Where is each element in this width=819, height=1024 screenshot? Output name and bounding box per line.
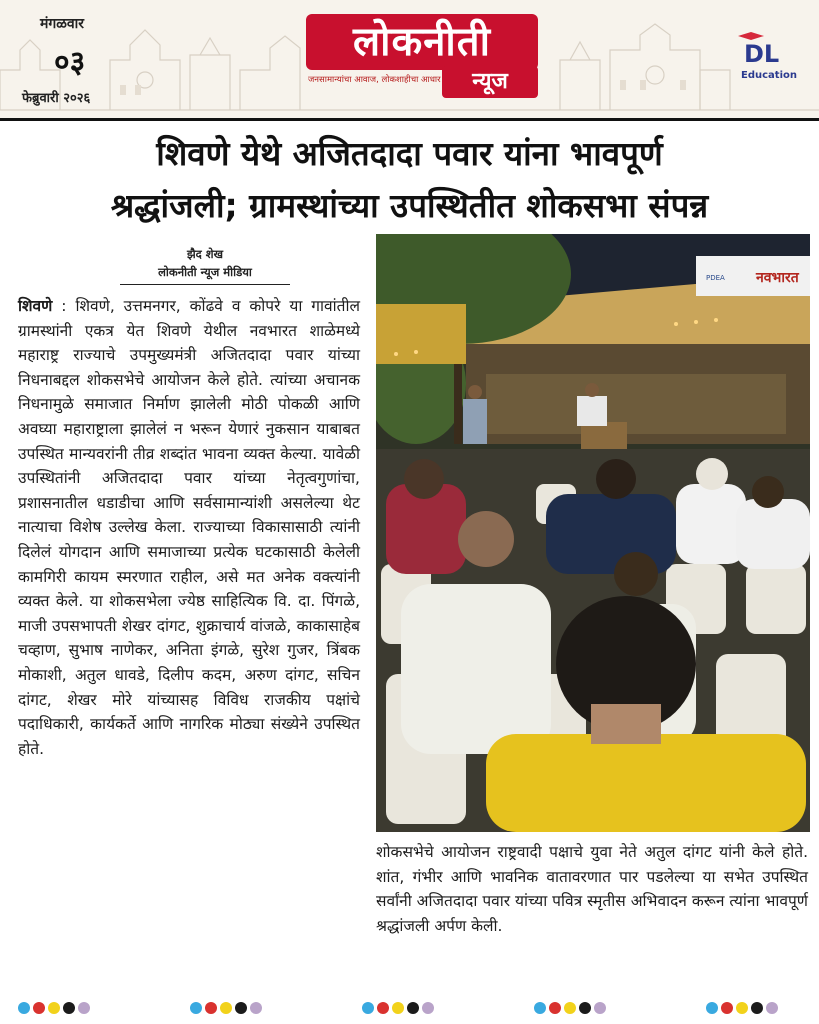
body-text-left: : शिवणे, उत्तमनगर, कोंढवे व कोपरे या गावांतील ग्रामस्थांनी एकत्र येत शिवणे येथील नवभारत शाळेमध्ये महाराष्ट्र राज्याचे उपमुख्यमंत्री अजितदादा पवार यांच्या निधनाबद्दल शोकसभेचे आयोजन केले होते. त्यांच्या अचानक निधनामुळे समाजात निर्माण झालेली मोठी पोकळी आणि अवघ्या महाराष्ट्राला झालेलं न भरून येणारं नुकसान याबाबत उपस्थित मान्यवरांनी तीव्र शब्दांत भावना व्यक्त केल्या. यावेळी उपस्थितांनी अजितदादा पवार यांच्या नेतृत्वगुणांचा, प्रशासनातील धडाडीचा आणि सर्वसामान्यांशी असलेल्या थेट नात्याचा विशेष उल्लेख केला. राज्याच्या विकासासाठी त्यांनी दिलेलं योगदान आणि समाजाच्या प्रत्येक घटकासाठी केलेली कामगिरी कायम स्मरणात राहील, असे मत अनेक वक्त्यांनी व्यक्त केले. या शोकसभेला ज्येष्ठ साहित्यिक वि. दा. पिंगळे, माजी उपसभापती शेखर दांगट, शुक्राचार्य वांजळे, काकासाहेब चव्हाण, सुभाष नाणेकर, अनिता इंगळे, सुरेश गुजर, त्रिंबक मोकाशी, अतुल धावडे, दिलीप कदम, अरुण दांगट, सचिन दांगट, शेखर मोरे यांच्यासह विविध राजकीय पक्षांचे पदाधिकारी, कार्यकर्ते आणि नागरिक मोठ्या संख्येने उपस्थित होते.	[18, 297, 360, 758]
footer-dot	[736, 1002, 748, 1014]
footer-dot	[392, 1002, 404, 1014]
masthead	[0, 0, 819, 118]
footer-dot	[706, 1002, 718, 1014]
footer-dot	[422, 1002, 434, 1014]
dl-logo-mark: DL	[744, 40, 780, 68]
newspaper-logo	[306, 14, 538, 100]
school-sign-small: PDEA	[706, 274, 725, 282]
footer-dot	[549, 1002, 561, 1014]
school-sign-text: नवभारत	[756, 270, 799, 286]
footer-dot-group-3	[362, 1002, 437, 1014]
condolence-meeting-photo	[376, 234, 810, 832]
footer-dot	[564, 1002, 576, 1014]
footer-dot	[220, 1002, 232, 1014]
footer-dot-group-4	[534, 1002, 609, 1014]
logo-tagline: जनसामान्यांचा आवाज, लोकशाहीचा आधार	[308, 75, 441, 85]
footer-dot-group-5	[706, 1002, 781, 1014]
dateline: शिवणे	[18, 297, 53, 315]
footer-dot	[190, 1002, 202, 1014]
article-body-right: शोकसभेचे आयोजन राष्ट्रवादी पक्षाचे युवा नेते अतुल दांगट यांनी केले होते. शांत, गंभीर आणि भावनिक वातावरणात पार पडलेल्या या सभेत उपस्थित सर्वांनी अजितदादा पवार यांच्या पवित्र स्मृतीस अभिवादन करून त्यांना भावपूर्ण श्रद्धांजली अर्पण केली.	[376, 843, 808, 935]
issue-day: मंगळवार	[40, 16, 85, 32]
footer-dot	[18, 1002, 30, 1014]
footer-dot	[579, 1002, 591, 1014]
footer-dot	[594, 1002, 606, 1014]
issue-month-year: फेब्रुवारी २०२६	[22, 91, 91, 106]
footer-dot	[534, 1002, 546, 1014]
footer-dot	[766, 1002, 778, 1014]
footer-dot	[33, 1002, 45, 1014]
issue-date-number: ०३	[54, 45, 86, 80]
footer-dot	[407, 1002, 419, 1014]
byline	[120, 247, 290, 285]
logo-brand-name: लोकनीती	[353, 19, 491, 65]
article-body-left	[18, 294, 360, 761]
author-organization: लोकनीती न्यूज मीडिया	[120, 265, 290, 285]
headline-line-1: शिवणे येथे अजितदादा पवार यांना भावपूर्ण	[156, 134, 663, 173]
dl-logo-text: Education	[741, 70, 797, 81]
dl-education-logo	[736, 30, 802, 90]
footer-dot	[235, 1002, 247, 1014]
event-photo	[376, 234, 810, 832]
header-divider	[0, 118, 819, 121]
footer-dot	[362, 1002, 374, 1014]
footer-dot	[48, 1002, 60, 1014]
logo-news-label: न्यूज	[442, 66, 538, 98]
footer-dot	[78, 1002, 90, 1014]
footer-dot	[205, 1002, 217, 1014]
footer-dot	[751, 1002, 763, 1014]
footer-dot	[721, 1002, 733, 1014]
footer-dot-group-2	[190, 1002, 265, 1014]
footer-dot	[377, 1002, 389, 1014]
author-name: झैद शेख	[186, 247, 224, 261]
footer-dot	[63, 1002, 75, 1014]
article-headline	[0, 128, 819, 232]
footer-dot-group-1	[18, 1002, 93, 1014]
footer-dot	[250, 1002, 262, 1014]
headline-line-2: श्रद्धांजली; ग्रामस्थांच्या उपस्थितीत शोकसभा संपन्न	[110, 186, 709, 225]
